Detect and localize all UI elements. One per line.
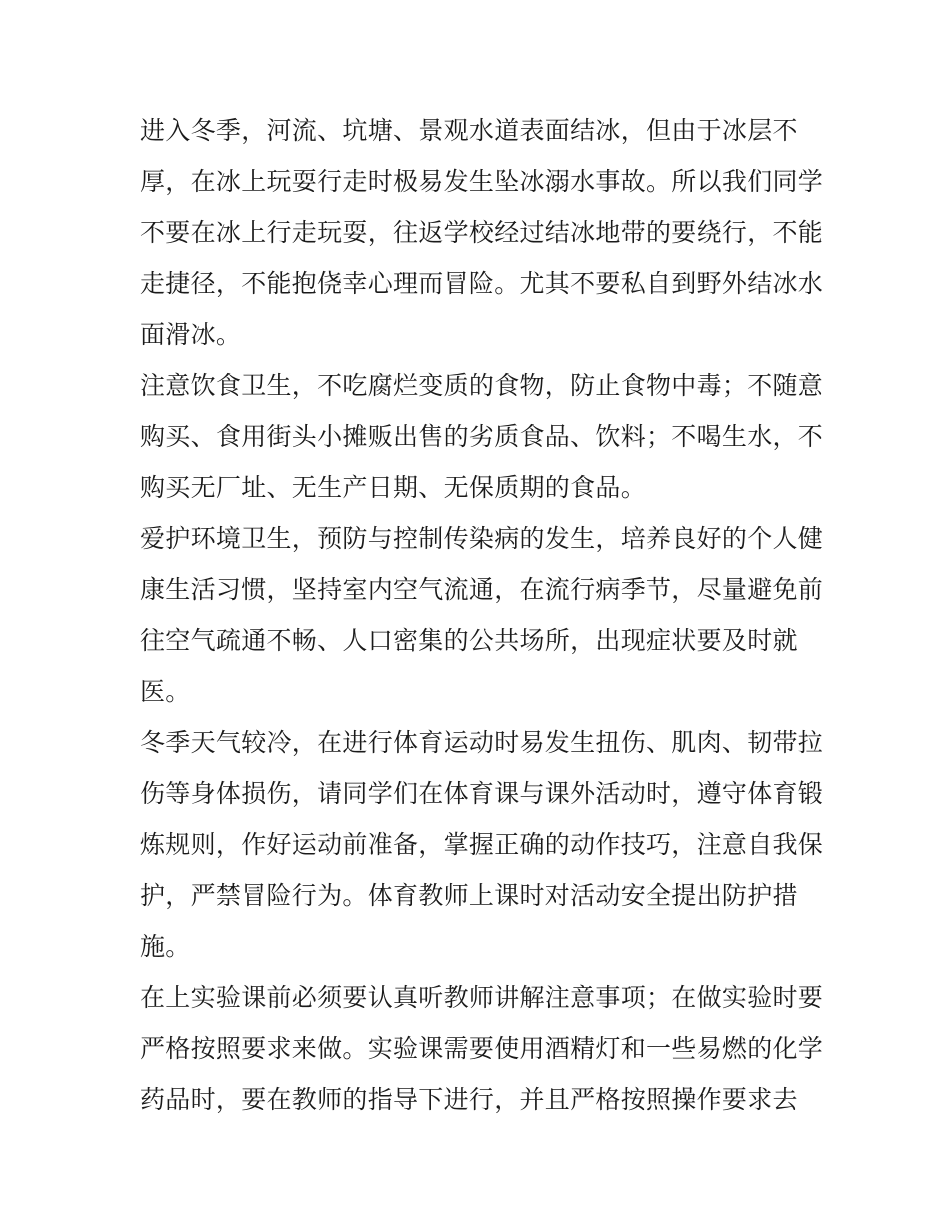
text-line: 施。: [140, 932, 191, 961]
text-line: 厚，在冰上玩耍行走时极易发生坠冰溺水事故。所以我们同学: [140, 167, 824, 196]
paragraph-lab-safety: [140, 972, 824, 1125]
text-line: 购买、食用街头小摊贩出售的劣质食品、饮料；不喝生水，不: [140, 422, 824, 451]
text-line: 爱护环境卫生，预防与控制传染病的发生，培养良好的个人健: [140, 524, 824, 553]
text-line: 不要在冰上行走玩耍，往返学校经过结冰地带的要绕行，不能: [140, 218, 824, 247]
text-line: 进入冬季，河流、坑塘、景观水道表面结冰，但由于冰层不: [140, 116, 798, 145]
text-line: 伤等身体损伤，请同学们在体育课与课外活动时，遵守体育锻: [140, 779, 824, 808]
text-line: 医。: [140, 677, 191, 706]
text-line: 炼规则，作好运动前准备，掌握正确的动作技巧，注意自我保: [140, 830, 824, 859]
text-line: 面滑冰。: [140, 320, 242, 349]
text-line: 康生活习惯，坚持室内空气流通，在流行病季节，尽量避免前: [140, 575, 824, 604]
text-line: 往空气疏通不畅、人口密集的公共场所，出现症状要及时就: [140, 626, 798, 655]
document-body: [140, 105, 824, 1125]
text-line: 购买无厂址、无生产日期、无保质期的食品。: [140, 473, 647, 502]
paragraph-environment-health: [140, 513, 824, 717]
text-line: 冬季天气较冷，在进行体育运动时易发生扭伤、肌肉、韧带拉: [140, 728, 824, 757]
paragraph-food-hygiene: [140, 360, 824, 513]
text-line: 药品时，要在教师的指导下进行，并且严格按照操作要求去: [140, 1085, 798, 1114]
text-line: 在上实验课前必须要认真听教师讲解注意事项；在做实验时要: [140, 983, 824, 1012]
text-line: 注意饮食卫生，不吃腐烂变质的食物，防止食物中毒；不随意: [140, 371, 824, 400]
paragraph-sports-safety: [140, 717, 824, 972]
text-line: 走捷径，不能抱侥幸心理而冒险。尤其不要私自到野外结冰水: [140, 269, 824, 298]
paragraph-ice-safety: [140, 105, 824, 360]
text-line: 严格按照要求来做。实验课需要使用酒精灯和一些易燃的化学: [140, 1034, 824, 1063]
text-line: 护，严禁冒险行为。体育教师上课时对活动安全提出防护措: [140, 881, 798, 910]
